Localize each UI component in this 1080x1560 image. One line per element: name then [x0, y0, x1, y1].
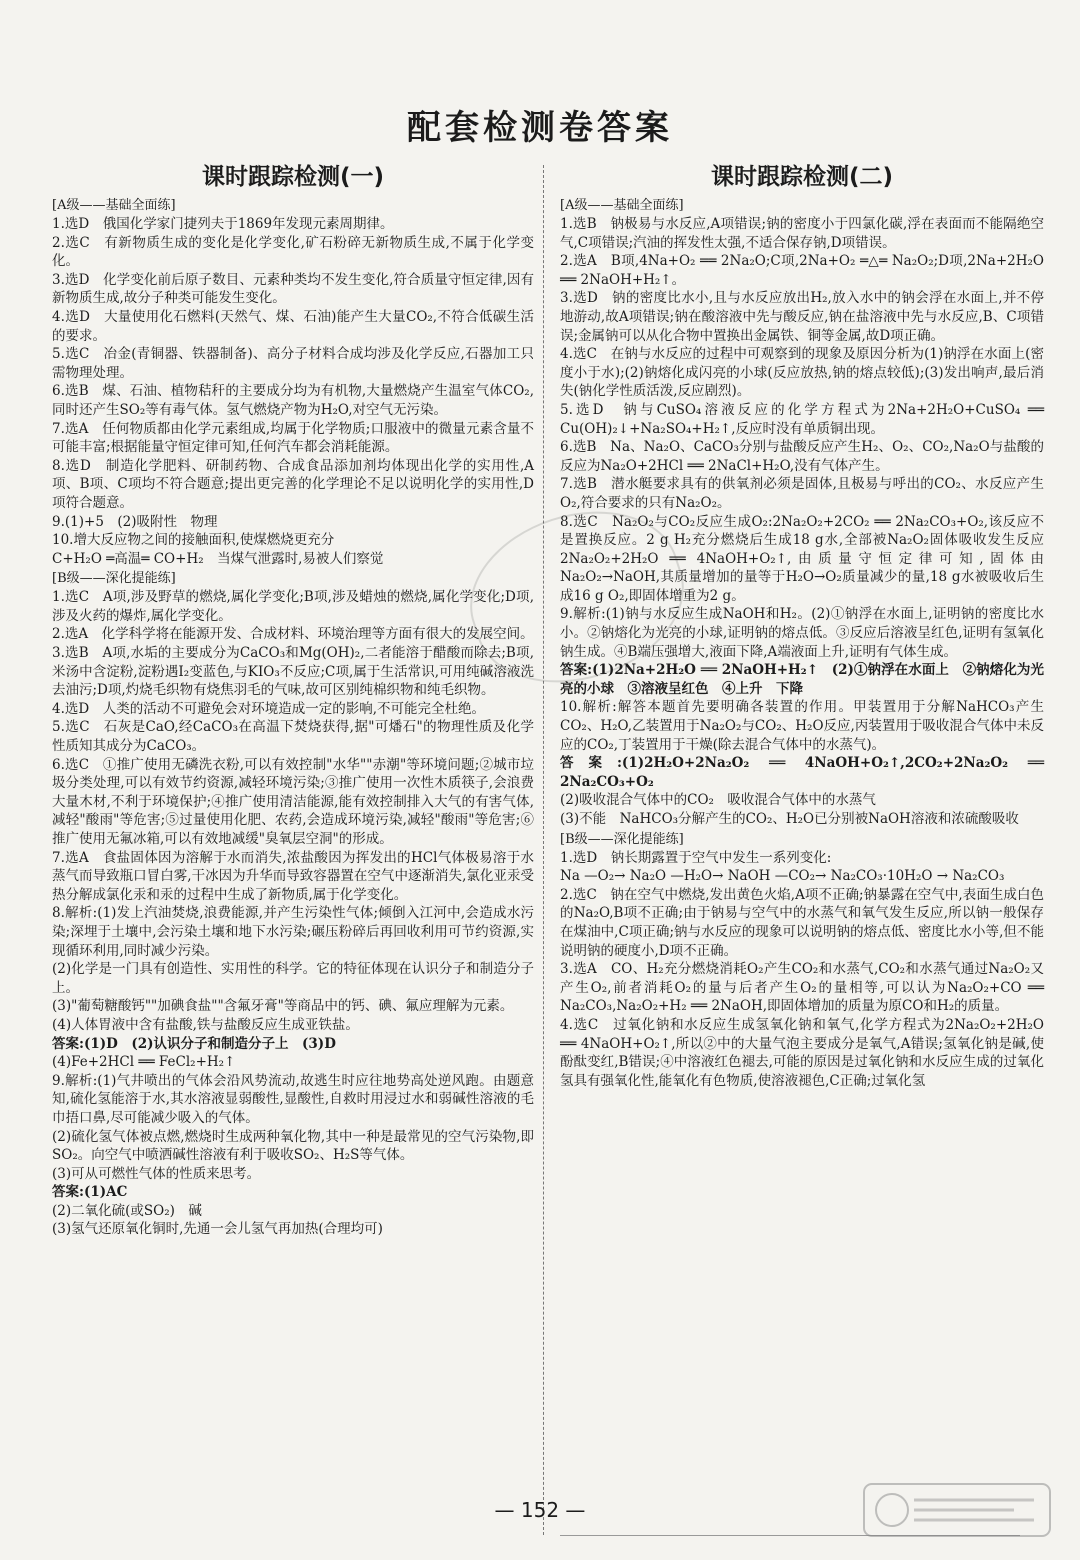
right-column-title: 课时跟踪检测(二)	[710, 164, 894, 190]
answer-item: 9.(1)+5 (2)吸附性 物理	[52, 513, 218, 530]
page-number: — 152 —	[494, 1498, 586, 1522]
answer-item: 答案:(1)2H₂O+2Na₂O₂ ══ 4NaOH+O₂↑,2CO₂+2Na₂O₂ ══ 2Na₂CO₃+O₂	[560, 755, 1049, 790]
answer-item: 3.选D 钠的密度比水小,且与水反应放出H₂,放入水中的钠会浮在水面上,并不停地游动,故A项错误;钠在酸溶液中先与酸反应,钠在盐溶液中先与水反应,B、C项错误;金属钠可以从化合物中置换出金属铁、铜等金属,故D项正确。	[560, 290, 1044, 344]
answer-item: 6.选B Na、Na₂O、CaCO₃分别与盐酸反应产生H₂、O₂、CO₂,Na₂O与盐酸的反应为Na₂O+2HCl ══ 2NaCl+H₂O,没有气体产生。	[560, 439, 1044, 474]
answer-item: 2.选A B项,4Na+O₂ ══ 2Na₂O;C项,2Na+O₂ ═△═ Na₂O₂;D项,2Na+2H₂O ══ 2NaOH+H₂↑。	[560, 253, 1049, 288]
section-heading: [A级——基础全面练]	[52, 198, 176, 213]
answer-item: 4.选C 过氧化钠和水反应生成氢氧化钠和氧气,化学方程式为2Na₂O₂+2H₂O ══ 4NaOH+O₂↑,所以②中的大量气泡主要成分是氧气,A错误;氢氧化钠是碱,使酚酞变红,B错误;④中溶液红色褪去,可能的原因是过氧化钠和水反应生成的过氧化氢具有强氧化性,能氧化有色物质,使溶液褪色,C正确;过氧化氢	[560, 1016, 1049, 1089]
answer-item: (3)"葡萄糖酸钙""加碘食盐""含氟牙膏"等商品中的钙、碘、氟应理解为元素。	[52, 998, 514, 1015]
column-divider	[543, 165, 544, 1535]
answer-item: 10.解析:解答本题首先要明确各装置的作用。甲装置用于分解NaHCO₃产生CO₂、H₂O,乙装置用于Na₂O₂与CO₂、H₂O反应,丙装置用于吸收混合气体中未反应的CO₂,丁装置用于干燥(除去混合气体中的水蒸气)。	[560, 699, 1044, 753]
answer-item: 6.选C ①推广使用无磷洗衣粉,可以有效控制"水华""赤潮"等环境问题;②城市垃圾分类处理,可以有效节约资源,减轻环境污染;③推广使用一次性木质筷子,会浪费大量木材,不利于环境保护;④推广使用清洁能源,能有效控制排入大气的有害气体,减轻"酸雨"等危害;⑤过量使用化肥、农药,会造成环境污染,减轻"酸雨"等危害;⑥推广使用无氟冰箱,可以有效地减缓"臭氧层空洞"的形成。	[52, 756, 534, 847]
answer-item: 答案:(1)2Na+2H₂O ══ 2NaOH+H₂↑ (2)①钠浮在水面上 ②钠熔化为光亮的小球 ③溶液呈红色 ④上升 下降	[560, 662, 1044, 697]
answer-item: (2)二氧化硫(或SO₂) 碱	[52, 1202, 202, 1219]
answer-item: (2)吸收混合气体中的CO₂ 吸收混合气体中的水蒸气	[560, 792, 876, 809]
answer-item: 5.选C 冶金(青铜器、铁器制备)、高分子材料合成均涉及化学反应,石器加工只需物理处理。	[52, 346, 534, 381]
left-column	[52, 158, 534, 1239]
answer-item: 1.选D 钠长期露置于空气中发生一系列变化:	[560, 849, 832, 866]
answer-item: 9.解析:(1)钠与水反应生成NaOH和H₂。(2)①钠浮在水面上,证明钠的密度比水小。②钠熔化为光亮的小球,证明钠的熔点低。③反应后溶液呈红色,证明有氢氧化钠生成。④B端压强增大,液面下降,A端液面上升,证明有气体生成。	[560, 606, 1044, 660]
answer-item: 9.解析:(1)气井喷出的气体会沿风势流动,故逃生时应往地势高处逆风跑。由题意知,硫化氢能溶于水,其水溶液显弱酸性,显酸性,自救时用浸过水和弱碱性溶液的毛巾捂口鼻,尽可能减少吸入的气体。	[52, 1072, 534, 1126]
answer-item: 5.选C 石灰是CaO,经CaCO₃在高温下焚烧获得,据"可燔石"的物理性质及化学性质知其成分为CaCO₃。	[52, 719, 534, 755]
answer-item: (4)人体胃液中含有盐酸,铁与盐酸反应生成亚铁盐。	[52, 1016, 359, 1033]
answer-item: 2.选C 有新物质生成的变化是化学变化,矿石粉碎无新物质生成,不属于化学变化。	[52, 234, 534, 270]
answer-item: 4.选C 在钠与水反应的过程中可观察到的现象及原因分析为(1)钠浮在水面上(密度小于水);(2)钠熔化成闪亮的小球(反应放热,钠的熔点较低);(3)发出响声,最后消失(钠化学性质活泼,反应剧烈)。	[560, 346, 1044, 400]
answer-item: 7.选A 任何物质都由化学元素组成,均属于化学物质;口服液中的微量元素含量不可能丰富;根据能量守恒定律可知,任何汽车都会消耗能源。	[52, 420, 534, 456]
answer-item: 4.选D 人类的活动不可避免会对环境造成一定的影响,不可能完全杜绝。	[52, 700, 485, 717]
answer-item: 答案:(1)D (2)认识分子和制造分子上 (3)D	[52, 1035, 336, 1052]
answer-item: 10.增大反应物之间的接触面积,使煤燃烧更充分	[52, 532, 335, 549]
answer-item: 7.选A 食盐固体因为溶解于水而消失,浓盐酸因为挥发出的HCl气体极易溶于水蒸气而导致瓶口冒白雾,干冰因为升华而导致容器置在空气中逐渐消失,氯化亚汞受热分解成氯化汞和汞的过程中生成了新物质,属于化学变化。	[52, 849, 534, 903]
answer-item: (3)可从可燃性气体的性质来思考。	[52, 1165, 261, 1182]
answer-item: 4.选D 大量使用化石燃料(天然气、煤、石油)能产生大量CO₂,不符合低碳生活的要求。	[52, 308, 534, 344]
section-heading: [B级——深化提能练]	[52, 571, 176, 587]
answer-item: 1.选C A项,涉及野草的燃烧,属化学变化;B项,涉及蜡烛的燃烧,属化学变化;D项,涉及火药的爆炸,属化学变化。	[52, 589, 534, 624]
answer-item: 8.解析:(1)发上汽油焚烧,浪费能源,并产生污染性气体;倾倒入江河中,会造成水污染;深埋于土壤中,会污染土壤和地下水污染;碾压粉碎后再回收利用可节约资源,实现循环利用,同时减少污染。	[52, 905, 534, 959]
answer-item: 2.选A 化学科学将在能源开发、合成材料、环境治理等方面有很大的发展空间。	[52, 626, 534, 643]
answer-item: (3)氢气还原氧化铜时,先通一会儿氢气再加热(合理均可)	[52, 1221, 383, 1238]
answer-item: 3.选B A项,水垢的主要成分为CaCO₃和Mg(OH)₂,二者能溶于醋酸而除去;B项,米汤中含淀粉,淀粉遇I₂变蓝色,与KIO₃不反应;C项,属于生活常识,可用纯碱溶液洗去油污;D项,灼烧毛织物有烧焦羽毛的气味,故可区别纯棉织物和纯毛织物。	[52, 645, 534, 699]
left-column-title: 课时跟踪检测(一)	[201, 164, 385, 190]
answer-item: 8.选C Na₂O₂与CO₂反应生成O₂:2Na₂O₂+2CO₂ ══ 2Na₂CO₃+O₂,该反应不是置换反应。2 g H₂充分燃烧后生成18 g水,全部被Na₂O₂固体吸收发生反应2Na₂O₂+2H₂O ══ 4NaOH+O₂↑,由质量守恒定律可知,固体由Na₂O₂→NaOH,其质量增加的量等于H₂O→O₂质量减少的量,18 g水被吸收后生成16 g O₂,即固体增重为2 g。	[560, 513, 1044, 604]
answer-item: 8.选D 制造化学肥料、研制药物、合成食品添加剂均体现出化学的实用性,A项、B项、C项均不符合题意;提出更完善的化学理论不足以说明化学的实用性,D项符合题意。	[52, 457, 534, 511]
answer-item: 3.选D 化学变化前后原子数目、元素种类均不发生变化,符合质量守恒定律,因有新物质生成,故分子种类可能发生变化。	[52, 271, 534, 307]
answer-item: C+H₂O ═高温═ CO+H₂ 当煤气泄露时,易被人们察觉	[52, 550, 384, 567]
answer-item: 5.选D 钠与CuSO₄溶液反应的化学方程式为2Na+2H₂O+CuSO₄ ══ Cu(OH)₂↓+Na₂SO₄+H₂↑,反应时没有单质铜出现。	[560, 401, 1049, 437]
answer-item: 1.选D 俄国化学家门捷列夫于1869年发现元素周期律。	[52, 216, 394, 232]
answer-item: (2)硫化氢气体被点燃,燃烧时生成两种氧化物,其中一种是最常见的空气污染物,即SO₂。向空气中喷洒碱性溶液有利于吸收SO₂、H₂S等气体。	[52, 1128, 534, 1164]
watermark-logo-icon	[862, 1480, 1052, 1540]
answer-item: 3.选A CO、H₂充分燃烧消耗O₂产生CO₂和水蒸气,CO₂和水蒸气通过Na₂O₂又产生O₂,前者消耗O₂的量与后者产生O₂的量相等,可以认为Na₂O₂+CO ══ Na₂CO₃,Na₂O₂+H₂ ══ 2NaOH,即固体增加的质量为原CO和H₂的质量。	[560, 961, 1049, 1015]
section-heading: [A级——基础全面练]	[560, 198, 684, 213]
page-title: 配套检测卷答案	[407, 108, 673, 148]
answer-item: (2)化学是一门具有创造性、实用性的科学。它的特征体现在认识分子和制造分子上。	[52, 961, 534, 996]
answer-item: Na —O₂→ Na₂O —H₂O→ NaOH —CO₂→ Na₂CO₃·10H₂O → Na₂CO₃	[560, 868, 1005, 885]
answer-item: 7.选B 潜水艇要求具有的供氧剂必须是固体,且极易与呼出的CO₂、水反应产生O₂,符合要求的只有Na₂O₂。	[560, 476, 1044, 511]
answer-item: 1.选B 钠极易与水反应,A项错误;钠的密度小于四氯化碳,浮在表面而不能隔绝空气,C项错误;汽油的挥发性太强,不适合保存钠,D项错误。	[560, 216, 1044, 251]
answer-item: 答案:(1)AC	[52, 1184, 128, 1201]
section-heading: [B级——深化提能练]	[560, 831, 684, 847]
answer-item: 2.选C 钠在空气中燃烧,发出黄色火焰,A项不正确;钠暴露在空气中,表面生成白色的Na₂O,B项不正确;由于钠易与空气中的水蒸气和氧气发生反应,所以钠一般保存在煤油中,C项正确;钠与水反应的现象可以说明钠的熔点低、密度比水小等,但不能说明钠的硬度小,D项不正确。	[560, 886, 1044, 959]
answer-item: 6.选B 煤、石油、植物秸秆的主要成分均为有机物,大量燃烧产生温室气体CO₂,同时还产生SO₂等有毒气体。氢气燃烧产物为H₂O,对空气无污染。	[52, 383, 534, 418]
answer-item: (4)Fe+2HCl ══ FeCl₂+H₂↑	[52, 1054, 236, 1071]
answer-item: (3)不能 NaHCO₃分解产生的CO₂、H₂O已分别被NaOH溶液和浓硫酸吸收	[560, 811, 1019, 827]
left-column-body	[52, 197, 534, 1239]
